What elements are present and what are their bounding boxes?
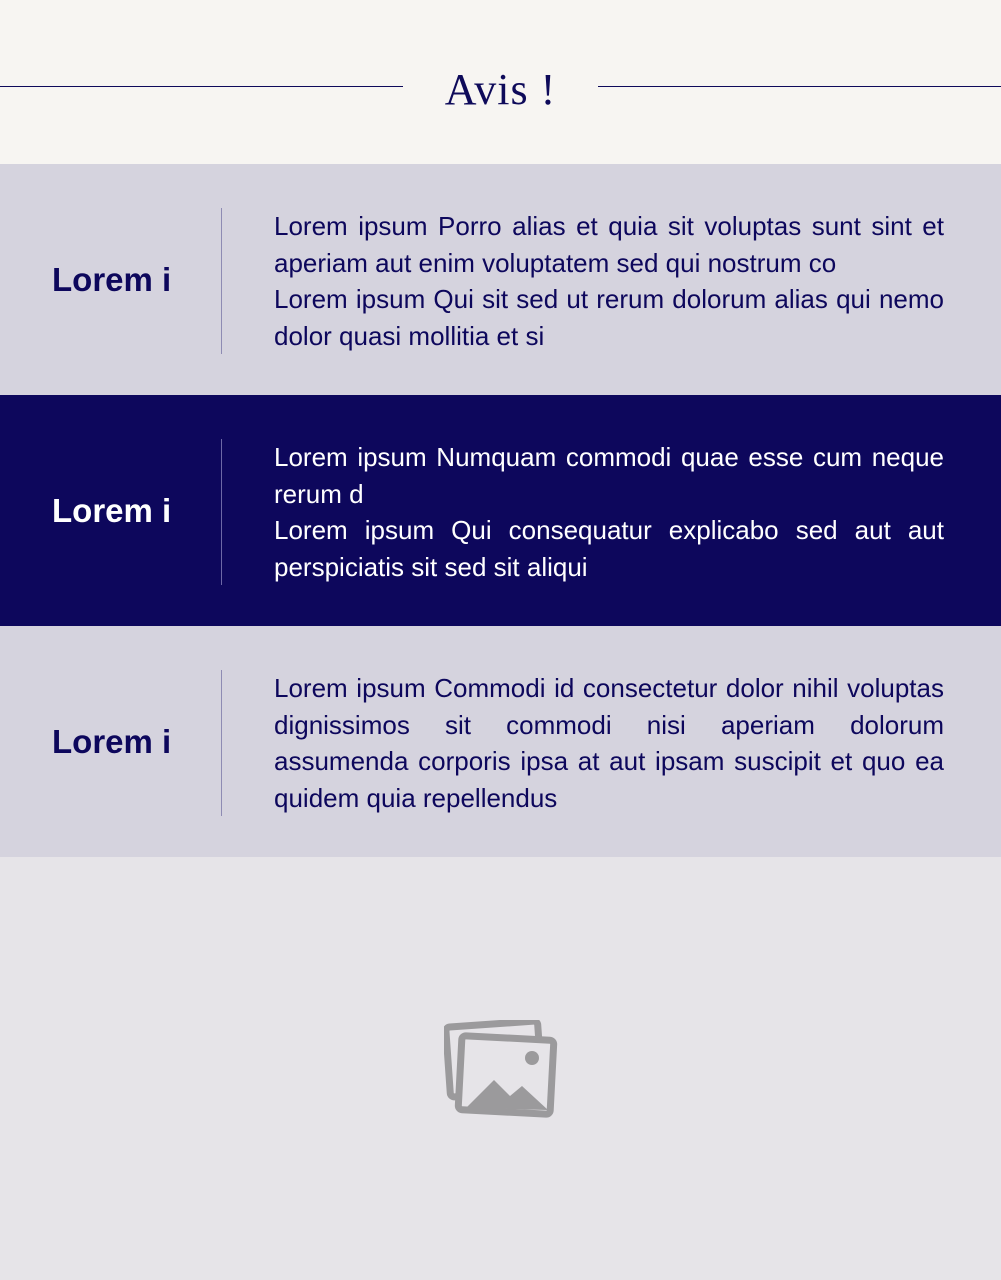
- row-divider: [221, 670, 222, 816]
- review-text: [274, 439, 944, 585]
- review-row-2: [0, 395, 1001, 626]
- header-divider-right: [598, 86, 1001, 87]
- review-text: [274, 208, 944, 354]
- review-row-3: [0, 626, 1001, 857]
- header-divider-left: [0, 86, 403, 87]
- image-placeholder-icon: [444, 1020, 558, 1118]
- review-label: Lorem i: [52, 492, 172, 529]
- review-row-1: [0, 164, 1001, 395]
- review-text: [274, 670, 944, 816]
- review-paragraph: Lorem ipsum Commodi id consectetur dolor nihil voluptas dignissimos sit commodi nisi aperiam dolorum assumenda corporis ipsa at aut ipsam suscipit et quo ea quidem quia repellendus: [274, 673, 944, 813]
- row-divider: [221, 439, 222, 585]
- row-divider: [221, 208, 222, 354]
- review-label: Lorem i: [52, 723, 172, 760]
- review-paragraph: Lorem ipsum Qui consequatur explicabo sed aut aut perspiciatis sit sed sit aliqui: [274, 515, 944, 582]
- review-paragraph: Lorem ipsum Qui sit sed ut rerum dolorum alias qui nemo dolor quasi mollitia et si: [274, 284, 944, 351]
- header: [0, 0, 1001, 164]
- page-title: Avis !: [444, 65, 557, 114]
- review-paragraph: Lorem ipsum Numquam commodi quae esse cum neque rerum d: [274, 442, 944, 509]
- review-label: Lorem i: [52, 261, 172, 298]
- review-paragraph: Lorem ipsum Porro alias et quia sit voluptas sunt sint et aperiam aut enim voluptatem sed qui nostrum co: [274, 211, 944, 278]
